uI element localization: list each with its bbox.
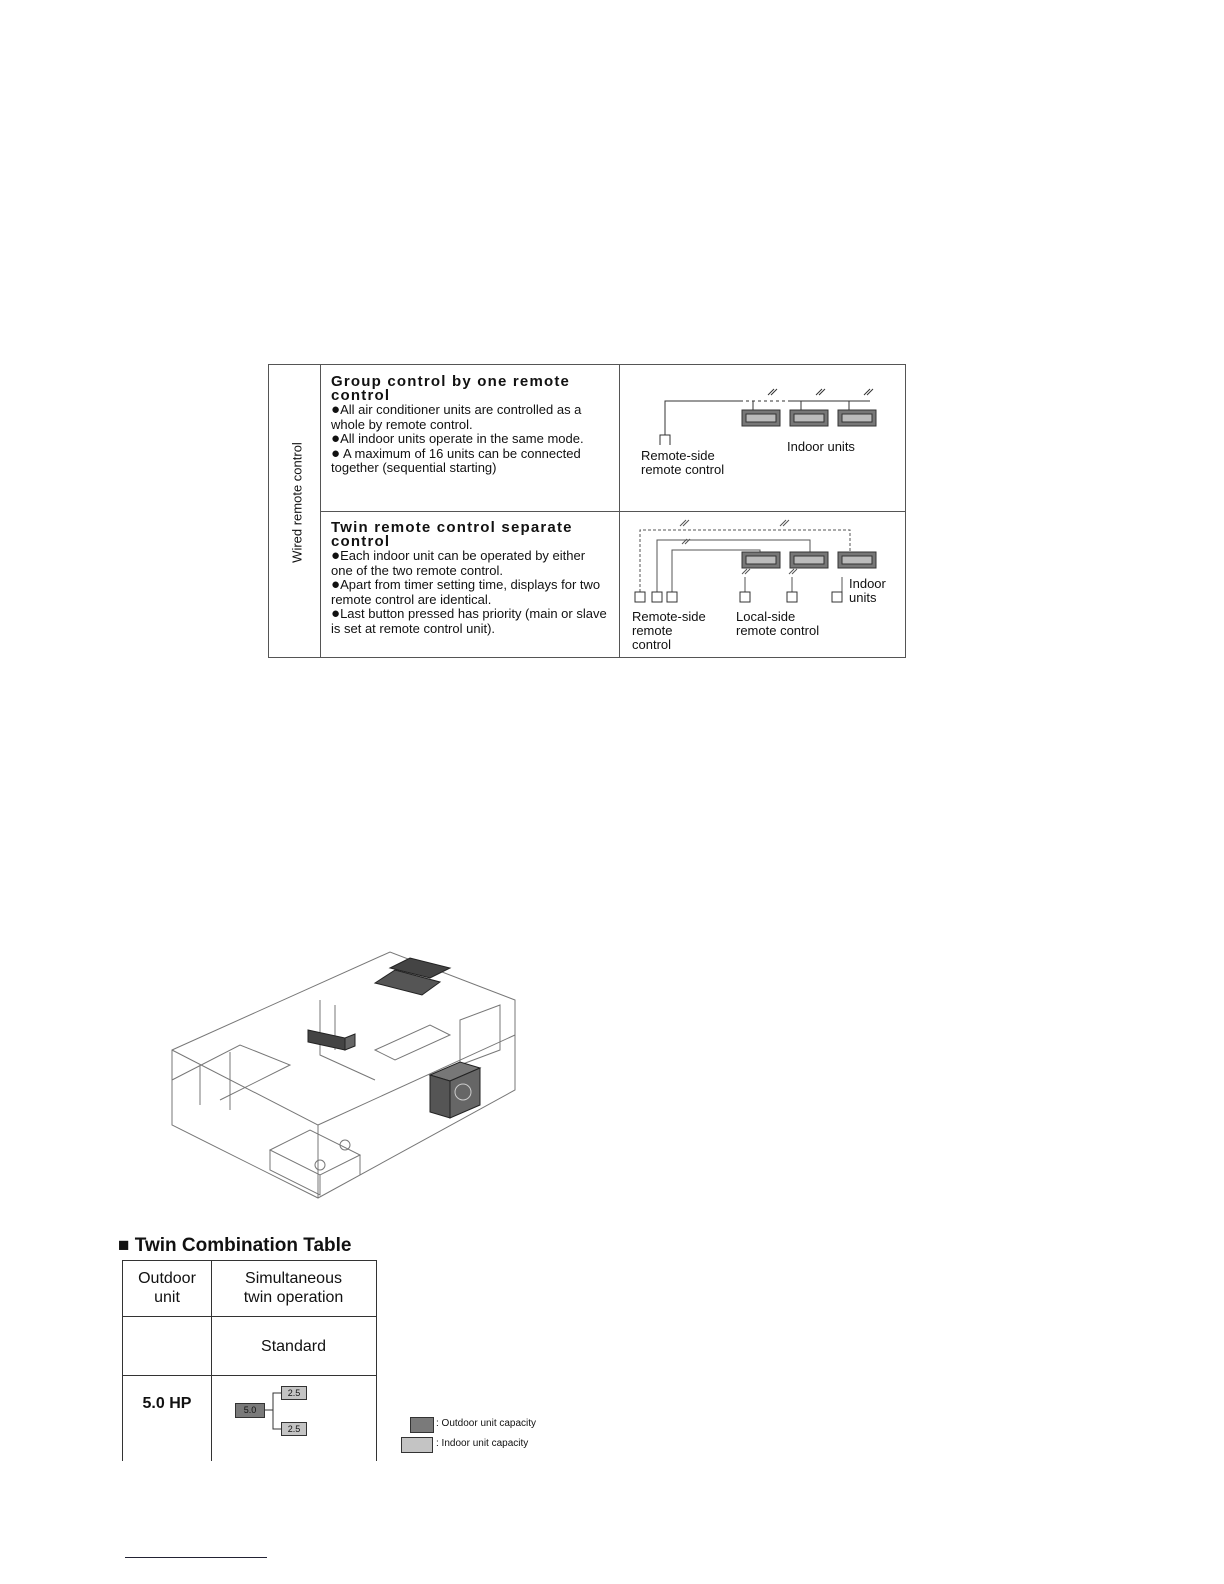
footer-rule	[125, 1557, 267, 1558]
indoor-units-label: Indoor units	[787, 439, 855, 454]
twin-indoor-units-label: Indoor units	[849, 576, 886, 605]
indoor-capacity-swatch	[401, 1437, 433, 1453]
table-divider	[123, 1375, 376, 1376]
outdoor-hp-value: 5.0 HP	[142, 1395, 192, 1412]
bullet-icon: ●	[331, 576, 341, 593]
wall-indoor-unit-icon	[308, 1030, 355, 1050]
indoor-capacity-box: 2.5	[281, 1386, 307, 1400]
bullet-icon: ●	[331, 547, 341, 564]
bullet-item: ●All air conditioner units are controlled as a whole by remote control.	[331, 401, 582, 432]
group-control-title: Group control by one remote control	[331, 373, 571, 404]
twin-combination-table	[122, 1260, 377, 1461]
remote-control-icon	[635, 592, 842, 602]
outdoor-capacity-swatch	[410, 1417, 434, 1433]
bullet-item: ●Apart from timer setting time, displays for two remote control are identical.	[331, 576, 601, 607]
office-room-illustration	[160, 940, 530, 1200]
bullet-item: ●Each indoor unit can be operated by either one of the two remote control.	[331, 547, 586, 578]
local-side-label: Local-side remote control	[736, 609, 820, 638]
wired-remote-control-label: Wired remote control	[289, 442, 305, 563]
remote-control-table	[268, 364, 906, 658]
bullet-item: ●All indoor units operate in the same mode.	[331, 430, 584, 447]
bullet-icon: ●	[331, 430, 341, 447]
group-control-cell	[331, 375, 607, 476]
outdoor-capacity-box: 5.0	[235, 1403, 265, 1418]
outdoor-unit-header: Outdoor unit	[138, 1270, 196, 1306]
ceiling-indoor-unit-icon	[375, 958, 450, 995]
outdoor-capacity-legend: : Outdoor unit capacity	[436, 1418, 537, 1429]
twin-operation-header: Simultaneous twin operation	[243, 1270, 344, 1306]
bullet-icon: ●	[331, 605, 341, 622]
twin-remote-side-label: Remote-side remote control	[632, 609, 706, 652]
group-control-diagram	[620, 365, 906, 511]
bullet-item: ● A maximum of 16 units can be connected together (sequential starting)	[331, 444, 581, 475]
bullet-item: ●Last button pressed has priority (main or slave is set at remote control unit).	[331, 605, 607, 636]
twin-control-title: Twin remote control separate control	[331, 519, 573, 550]
bullet-icon: ●	[331, 401, 341, 418]
twin-control-cell	[331, 521, 607, 636]
standard-label: Standard	[261, 1338, 326, 1355]
twin-combination-heading: ■ Twin Combination Table	[118, 1235, 352, 1256]
indoor-unit-icon	[742, 552, 876, 568]
remote-side-label: Remote-side remote control	[641, 448, 725, 477]
table-divider	[123, 1316, 376, 1317]
indoor-capacity-legend: : Indoor unit capacity	[436, 1438, 529, 1449]
bullet-icon: ●	[331, 444, 341, 462]
indoor-unit-icon	[742, 410, 876, 426]
indoor-capacity-box: 2.5	[281, 1422, 307, 1436]
